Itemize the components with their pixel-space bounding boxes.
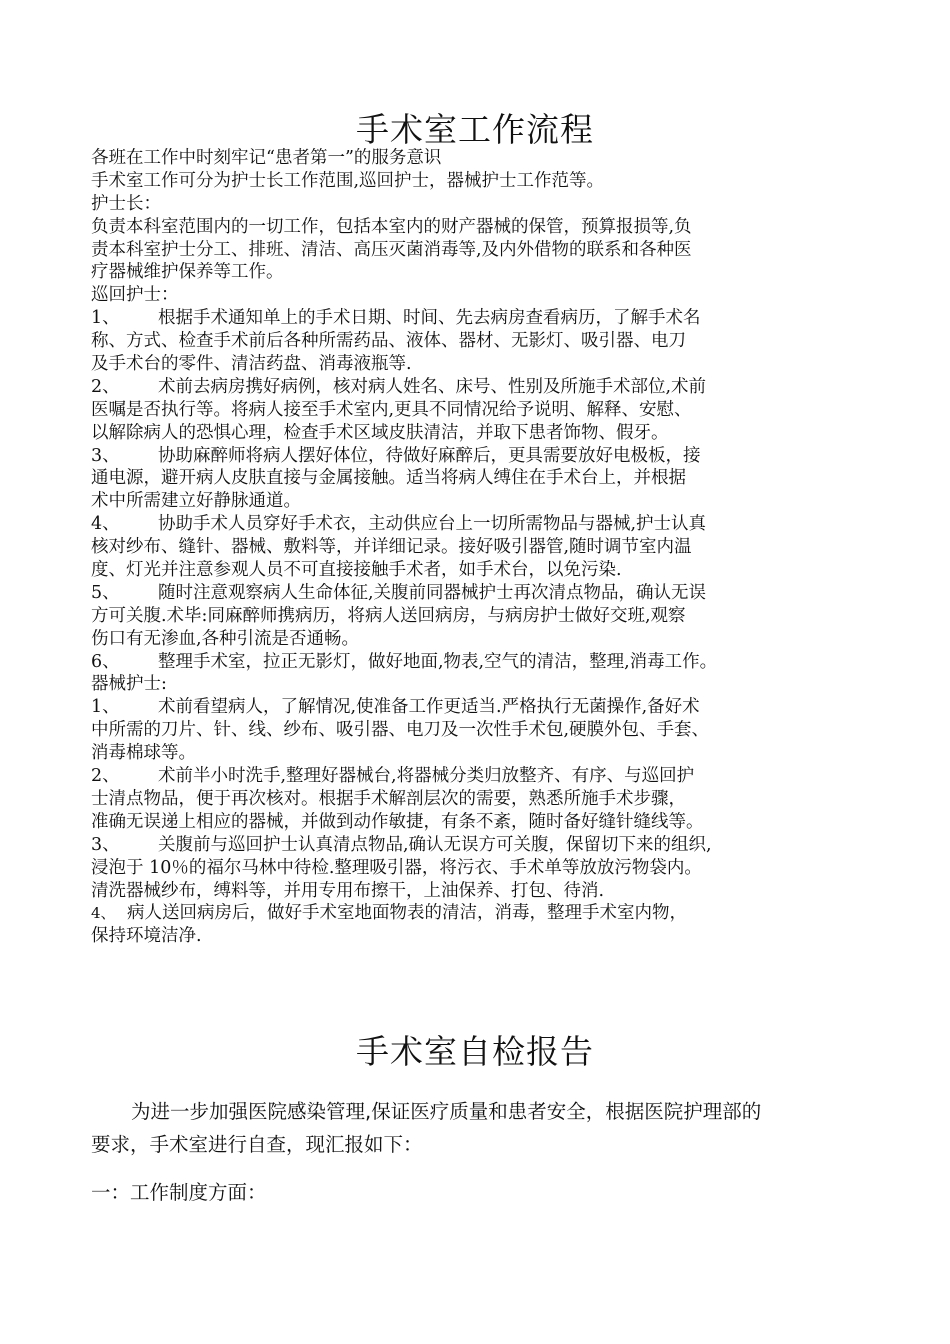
list-number: 1、: [91, 697, 120, 718]
report-title: 手术室自检报告: [356, 1032, 594, 1071]
list-item-line: 消毒棉球等。: [91, 743, 196, 764]
list-number: 4、: [91, 904, 116, 923]
list-item-line: 伤口有无渗血,各种引流是否通畅。: [91, 628, 360, 649]
intro-line: 各班在工作中时刻牢记“患者第一”的服务意识: [91, 148, 442, 168]
list-item-line: 核对纱布、缝针、器械、敷料等，并详细记录。接好吸引器管,随时调节室内温: [91, 537, 692, 558]
list-item-line: 4、 病人送回病房后，做好手术室地面物表的清洁，消毒，整理手术室内物，: [91, 903, 687, 924]
list-item-line: 方可关腹.术毕:同麻醉师携病历，将病人送回病房，与病房护士做好交班,观察: [91, 605, 686, 626]
list-item-line: 2、 术前去病房携好病例，核对病人姓名、床号、性别及所施手术部位,术前: [91, 376, 707, 397]
list-item-line: 以解除病人的恐惧心理，检查手术区域皮肤清洁，并取下患者饰物、假牙。: [91, 422, 669, 443]
list-item-line: 1、 术前看望病人，了解情况,使准备工作更适当.严格执行无菌操作,备好术: [91, 697, 700, 718]
report-intro-line: 为进一步加强医院感染管理,保证医疗质量和患者安全，根据医院护理部的: [131, 1100, 762, 1123]
document-title: 手术室工作流程: [356, 110, 594, 149]
paragraph-line: 负责本科室范围内的一切工作，包括本室内的财产器械的保管，预算报损等,负: [91, 216, 692, 237]
list-number: 2、: [91, 766, 120, 787]
list-item-line: 6、 整理手术室，拉正无影灯，做好地面,物表,空气的清洁，整理,消毒工作。: [91, 651, 718, 672]
section-heading-head-nurse: 护士长：: [91, 193, 161, 214]
paragraph-line: 责本科室护士分工、排班、清洁、高压灭菌消毒等,及内外借物的联系和各种医: [91, 239, 692, 260]
section-heading-instrument-nurse: 器械护士:: [91, 674, 167, 695]
intro-line: 手术室工作可分为护士长工作范围,巡回护士，器械护士工作范等。: [91, 170, 605, 191]
list-item-line: 医嘱是否执行等。将病人接至手术室内,更具不同情况给予说明、解释、安慰、: [91, 399, 692, 420]
report-intro: [91, 1095, 881, 1161]
list-item-line: 士清点物品，便于再次核对。根据手术解剖层次的需要，熟悉所施手术步骤，: [91, 788, 686, 809]
report-intro-line: 要求，手术室进行自查，现汇报如下：: [91, 1133, 423, 1156]
list-item-line: 术中所需建立好静脉通道。: [91, 491, 301, 512]
workflow-body: [91, 147, 881, 948]
list-item-line: 4、 协助手术人员穿好手术衣，主动供应台上一切所需物品与器械,护士认真: [91, 514, 707, 535]
list-number: 4、: [91, 514, 120, 535]
list-number: 3、: [91, 445, 120, 466]
section-heading-circulating-nurse: 巡回护士：: [91, 285, 179, 306]
list-item-line: 度、灯光并注意参观人员不可直接接触手术者，如手术台，以免污染.: [91, 560, 622, 581]
paragraph-line: 疗器械维护保养等工作。: [91, 262, 284, 283]
list-number: 5、: [91, 582, 120, 603]
list-item-line: 2、 术前半小时洗手,整理好器械台,将器械分类归放整齐、有序、与巡回护: [91, 766, 695, 787]
list-item-line: 保持环境洁净.: [91, 926, 202, 947]
list-item-line: 浸泡于 10％的福尔马林中待检.整理吸引器，将污衣、手术单等放放污物袋内。: [91, 857, 702, 878]
list-number: 1、: [91, 308, 120, 329]
list-number: 3、: [91, 834, 120, 855]
list-number: 6、: [91, 651, 120, 672]
report-section-line: 一：工作制度方面：: [91, 1181, 267, 1204]
list-item-line: 通电源，避开病人皮肤直接与金属接触。适当将病人缚住在手术台上，并根据: [91, 468, 686, 489]
list-item-line: 3、 关腹前与巡回护士认真清点物品,确认无误方可关腹，保留切下来的组织,: [91, 834, 712, 855]
list-item-line: 及手术台的零件、清洁药盘、消毒液瓶等.: [91, 354, 412, 375]
list-item-line: 3、 协助麻醉师将病人摆好体位，待做好麻醉后，更具需要放好电极板，接: [91, 445, 701, 466]
list-item-line: 准确无误递上相应的器械，并做到动作敏捷，有条不紊，随时备好缝针缝线等。: [91, 811, 704, 832]
list-item-line: 1、 根据手术通知单上的手术日期、时间、先去病房查看病历，了解手术名: [91, 308, 701, 329]
list-number: 2、: [91, 376, 120, 397]
list-item-line: 称、方式、检查手术前后各种所需药品、液体、器材、无影灯、吸引器、电刀: [91, 331, 686, 352]
list-item-line: 中所需的刀片、针、线、纱布、吸引器、电刀及一次性手术包,硬膜外包、手套、: [91, 720, 710, 741]
report-section-heading: [91, 1176, 881, 1209]
list-item-line: 5、 随时注意观察病人生命体征,关腹前同器械护士再次清点物品，确认无误: [91, 582, 707, 603]
list-item-line: 清洗器械纱布，缚料等，并用专用布擦干，上油保养、打包、待消.: [91, 880, 605, 901]
